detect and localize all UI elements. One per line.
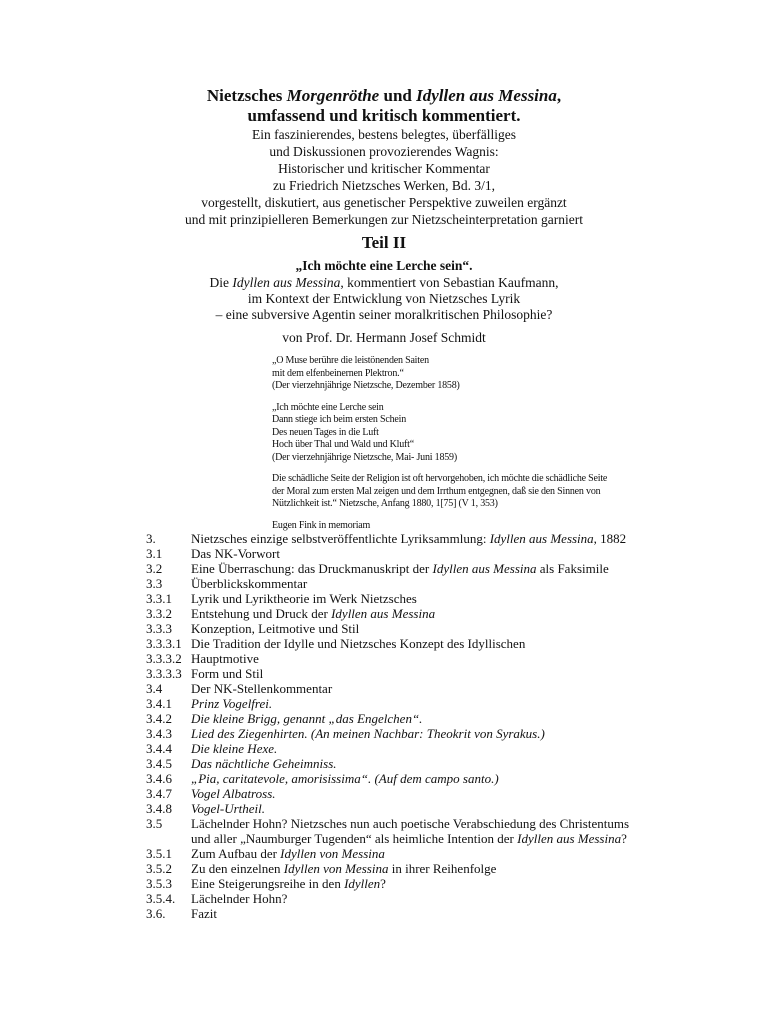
epigraph-line: Nützlichkeit ist.“ Nietzsche, Anfang 1880, 1[75] (V 1, 353) [272, 498, 498, 509]
toc-row [146, 906, 686, 921]
toc-title [191, 561, 686, 576]
toc-row [146, 801, 686, 816]
toc-entry-text: Entstehung und Druck der [191, 606, 332, 621]
epigraph-block [272, 473, 682, 511]
subtitle-line: vorgestellt, diskutiert, aus genetischer Perspektive zuweilen ergänzt [201, 195, 567, 210]
toc-row [146, 546, 686, 561]
toc-entry-text: Die kleine Brigg, genannt „das Engelchen“. [191, 711, 423, 726]
toc-entry-text: Idyllen von Messina [280, 846, 385, 861]
toc-number: 3.4.4 [146, 741, 172, 756]
toc-row [146, 651, 686, 666]
title-line-2: umfassend und kritisch kommentiert. [247, 106, 521, 125]
table-of-contents [146, 531, 686, 921]
toc-number: 3. [146, 531, 156, 546]
toc-number: 3.6. [146, 906, 166, 921]
toc-entry-text: Lächelnder Hohn? Nietzsches nun auch poetische Verabschiedung des Christentums [191, 816, 630, 831]
epigraphs [272, 355, 682, 541]
toc-entry-text: Überblickskommentar [191, 576, 308, 591]
toc-row [146, 891, 686, 906]
toc-number: 3.5.1 [146, 846, 172, 861]
toc-title [191, 816, 686, 831]
toc-title [191, 546, 686, 561]
epigraph-line: (Der vierzehnjährige Nietzsche, Dezember 1858) [272, 380, 460, 391]
toc-row [146, 681, 686, 696]
subtitle-line: Ein faszinierendes, bestens belegtes, überfälliges [252, 127, 516, 142]
title-text: und [379, 86, 417, 105]
toc-title [191, 891, 686, 906]
toc-title [191, 606, 686, 621]
toc-row [146, 816, 686, 831]
toc-row [146, 576, 686, 591]
toc-number: 3.4.7 [146, 786, 172, 801]
toc-number: 3.1 [146, 546, 163, 561]
epigraph-line: Dann stiege ich beim ersten Schein [272, 414, 406, 425]
title-text: , [556, 86, 562, 105]
epigraph-line: Eugen Fink in memoriam [272, 519, 371, 531]
epigraph-line: „Ich möchte eine Lerche sein [272, 401, 384, 413]
toc-title [191, 906, 686, 921]
toc-entry-text: Der NK-Stellenkommentar [191, 681, 333, 696]
title-work-2: Idyllen aus Messina [416, 86, 557, 105]
toc-number: 3.3.3 [146, 621, 172, 636]
toc-entry-text: als Faksimile [536, 561, 609, 576]
toc-number: 3.4.6 [146, 771, 172, 786]
toc-title [191, 591, 686, 606]
toc-title [191, 636, 686, 651]
toc-row [146, 786, 686, 801]
toc-number: 3.3 [146, 576, 163, 591]
epigraph-line: (Der vierzehnjährige Nietzsche, Mai- Juni 1859) [272, 451, 457, 463]
toc-row [146, 741, 686, 756]
toc-number: 3.4.1 [146, 696, 172, 711]
toc-row [146, 771, 686, 786]
toc-row [146, 876, 686, 891]
toc-entry-text: Nietzsches einzige selbstveröffentlichte Lyriksammlung: [191, 531, 490, 546]
toc-entry-text: in ihrer Reihenfolge [388, 861, 497, 876]
title-work-1: Morgenröthe [286, 86, 380, 105]
toc-number: 3.4.5 [146, 756, 172, 771]
toc-entry-text: ? [621, 831, 627, 846]
toc-entry-text: Das NK-Vorwort [191, 546, 280, 561]
toc-entry-text: und aller „Naumburger Tugenden“ als heimliche Intention der [191, 831, 518, 846]
title-line-1 [0, 86, 768, 106]
part-text: , kommentiert von Sebastian Kaufmann, [340, 275, 559, 290]
epigraph-line: Die schädliche Seite der Religion ist oft hervorgehoben, ich möchte die schädliche Seite [272, 473, 608, 484]
epigraph-line: Hoch über Thal und Wald und Kluft“ [272, 439, 414, 450]
toc-row [146, 636, 686, 651]
toc-title [191, 801, 686, 816]
toc-number: 3.5.3 [146, 876, 172, 891]
part-motto: „Ich möchte eine Lerche sein“. [295, 258, 473, 273]
toc-row [146, 591, 686, 606]
toc-entry-text: Vogel-Urtheil. [191, 801, 266, 816]
toc-title [191, 726, 686, 741]
toc-row [146, 621, 686, 636]
toc-number: 3.3.3.2 [146, 651, 182, 666]
toc-number: 3.3.1 [146, 591, 172, 606]
epigraph-line: „O Muse berühre die leistönenden Saiten [272, 355, 429, 366]
toc-row [146, 726, 686, 741]
toc-number: 3.5.2 [146, 861, 172, 876]
title-text: Nietzsches [206, 86, 287, 105]
part-heading: Teil II [361, 233, 407, 252]
toc-row [146, 531, 686, 546]
toc-entry-text: Zu den einzelnen [191, 861, 284, 876]
epigraph-line: Des neuen Tages in die Luft [272, 426, 379, 438]
part-line-1 [0, 275, 768, 291]
toc-title [191, 531, 686, 546]
epigraph-line: der Moral zum ersten Mal zeigen und dem Irrthum entgegnen, daß sie den Sinnen von [272, 485, 601, 497]
toc-row [146, 696, 686, 711]
toc-number: 3.3.3.1 [146, 636, 182, 651]
toc-entry-text: Idyllen aus Messina [489, 531, 594, 546]
toc-entry-text: Lächelnder Hohn? [191, 891, 288, 906]
toc-entry-text: Idyllen [344, 876, 381, 891]
toc-title [191, 621, 686, 636]
toc-entry-text: Form und Stil [191, 666, 264, 681]
part-line-2: im Kontext der Entwicklung von Nietzsches Lyrik [247, 291, 521, 306]
part-text: Die [209, 275, 233, 290]
toc-title [191, 846, 686, 861]
toc-number: 3.4.3 [146, 726, 172, 741]
epigraph-block [272, 355, 682, 393]
toc-title [191, 711, 686, 726]
toc-entry-text: Die kleine Hexe. [191, 741, 278, 756]
toc-number: 3.4.2 [146, 711, 172, 726]
toc-entry-text: Lyrik und Lyriktheorie im Werk Nietzsches [191, 591, 417, 606]
part-line-3: – eine subversive Agentin seiner moralkritischen Philosophie? [215, 307, 553, 322]
toc-entry-text: Das nächtliche Geheimniss. [191, 756, 337, 771]
toc-entry-text: Hauptmotive [191, 651, 259, 666]
toc-entry-text: Die Tradition der Idylle und Nietzsches Konzept des Idyllischen [191, 636, 526, 651]
toc-entry-text: Zum Aufbau der [191, 846, 281, 861]
toc-entry-text: Idyllen von Messina [283, 861, 389, 876]
toc-number: 3.4 [146, 681, 163, 696]
toc-row [146, 711, 686, 726]
toc-number: 3.3.2 [146, 606, 172, 621]
toc-title [191, 786, 686, 801]
toc-continuation [146, 831, 686, 846]
toc-row [146, 756, 686, 771]
toc-entry-text: Idyllen aus Messina [331, 606, 436, 621]
toc-entry-text: Konzeption, Leitmotive und Stil [191, 621, 360, 636]
epigraph-block [272, 402, 682, 465]
toc-title [191, 696, 686, 711]
part-work: Idyllen aus Messina [232, 275, 341, 290]
toc-entry-text: „Pia, caritatevole, amorisissima“. (Auf dem campo santo.) [191, 771, 499, 786]
toc-entry-text: Lied des Ziegenhirten. (An meinen Nachbar: Theokrit von Syrakus.) [191, 726, 545, 741]
toc-row [146, 666, 686, 681]
toc-number: 3.5.4. [146, 891, 176, 906]
toc-title [191, 681, 686, 696]
toc-title [191, 666, 686, 681]
toc-title [191, 876, 686, 891]
epigraph-line: mit dem elfenbeinernen Plektron.“ [272, 367, 404, 379]
toc-entry-text: ? [380, 876, 386, 891]
toc-entry-text: , 1882 [593, 531, 627, 546]
toc-entry-text: Idyllen aus Messina [517, 831, 622, 846]
toc-entry-text: Prinz Vogelfrei. [191, 696, 273, 711]
toc-title [191, 576, 686, 591]
toc-entry-text: Idyllen aus Messina [432, 561, 537, 576]
subtitle-line: zu Friedrich Nietzsches Werken, Bd. 3/1, [272, 178, 496, 193]
toc-title [191, 651, 686, 666]
toc-number: 3.2 [146, 561, 163, 576]
toc-row [146, 606, 686, 621]
toc-entry-text: Eine Steigerungsreihe in den [191, 876, 345, 891]
toc-row [146, 846, 686, 861]
toc-row [146, 861, 686, 876]
subtitle-line: und mit prinzipielleren Bemerkungen zur Nietzscheinterpretation garniert [184, 212, 584, 227]
toc-title [191, 861, 686, 876]
toc-entry-text: Eine Überraschung: das Druckmanuskript der [191, 561, 433, 576]
toc-title [191, 756, 686, 771]
author-line: von Prof. Dr. Hermann Josef Schmidt [282, 330, 486, 345]
subtitle-line: Historischer und kritischer Kommentar [278, 161, 490, 176]
toc-title [191, 741, 686, 756]
toc-entry-text: Vogel Albatross. [191, 786, 276, 801]
toc-number: 3.5 [146, 816, 163, 831]
toc-number: 3.4.8 [146, 801, 172, 816]
toc-entry-text: Fazit [191, 906, 217, 921]
toc-title [191, 771, 686, 786]
subtitle-line: und Diskussionen provozierendes Wagnis: [269, 144, 499, 159]
toc-number: 3.3.3.3 [146, 666, 182, 681]
toc-row [146, 561, 686, 576]
